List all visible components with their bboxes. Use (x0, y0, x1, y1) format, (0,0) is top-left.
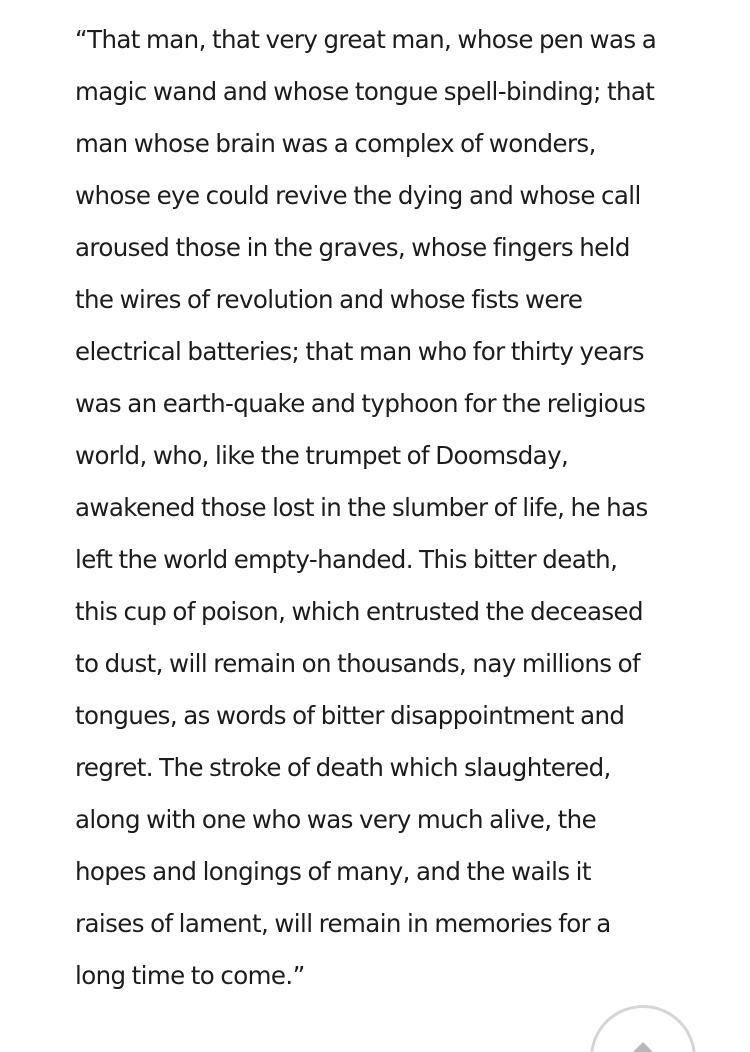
quote-line: along with one who was very much alive, the (75, 805, 597, 834)
quote-line: man whose brain was a complex of wonders, (75, 129, 596, 158)
quote-line: to dust, will remain on thousands, nay millions of (75, 649, 641, 678)
chevron-up-icon (631, 1042, 655, 1052)
scroll-to-top-button[interactable] (590, 1005, 696, 1052)
quote-line: electrical batteries; that man who for thirty years (75, 337, 644, 366)
quote-line: magic wand and whose tongue spell-binding; that (75, 77, 655, 106)
quote-line: hopes and longings of many, and the wails it (75, 857, 591, 886)
quote-line: tongues, as words of bitter disappointment and (75, 701, 625, 730)
quote-line: the wires of revolution and whose fists were (75, 285, 583, 314)
quote-line: “That man, that very great man, whose pen was a (75, 25, 657, 54)
quote-line: left the world empty-handed. This bitter death, (75, 545, 618, 574)
quote-line: regret. The stroke of death which slaughtered, (75, 753, 611, 782)
quote-line: was an earth-quake and typhoon for the religious (75, 389, 646, 418)
quote-line: raises of lament, will remain in memories for a (75, 909, 611, 938)
quote-line: long time to come.” (75, 961, 305, 990)
quote-line: aroused those in the graves, whose fingers held (75, 233, 630, 262)
quote-line: world, who, like the trumpet of Doomsday, (75, 441, 569, 470)
quote-paragraph (75, 14, 715, 1002)
quote-line: this cup of poison, which entrusted the deceased (75, 597, 643, 626)
quote-line: whose eye could revive the dying and whose call (75, 181, 641, 210)
quote-line: awakened those lost in the slumber of life, he has (75, 493, 648, 522)
